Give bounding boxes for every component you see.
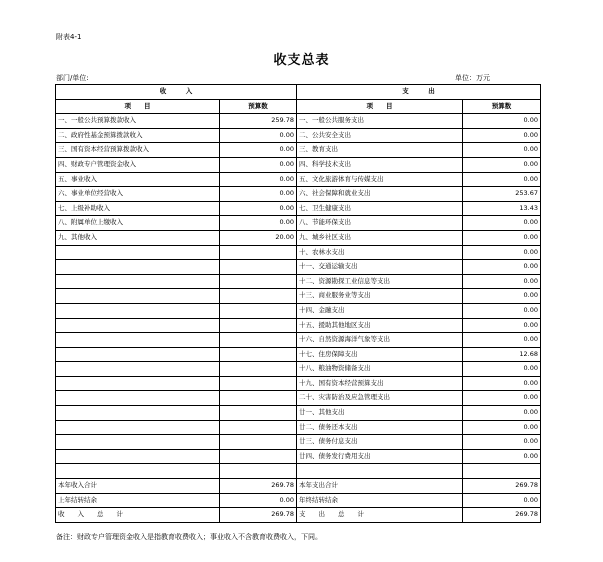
expense-item-cell: 十九、国有资本经营预算支出	[297, 376, 463, 391]
income-item-cell: 四、财政专户管理资金收入	[56, 157, 220, 172]
table-body	[56, 85, 541, 523]
expense-item-cell: 十八、粮油物资储备支出	[297, 362, 463, 377]
income-item-header: 项 目	[56, 99, 220, 114]
income-item-cell	[56, 376, 220, 391]
income-item-cell	[56, 289, 220, 304]
expense-item-header: 项 目	[297, 99, 463, 114]
expense-value-cell: 0.00	[463, 420, 541, 435]
carryover-label: 上年结转结余	[56, 493, 220, 508]
section-header-row	[56, 85, 541, 100]
expense-value-cell: 0.00	[463, 303, 541, 318]
expense-item-cell: 一、一般公共服务支出	[297, 114, 463, 129]
table-row	[56, 449, 541, 464]
expense-value-cell: 0.00	[463, 435, 541, 450]
expense-value-cell: 0.00	[463, 391, 541, 406]
expense-value-cell: 0.00	[463, 114, 541, 129]
income-value-cell	[220, 362, 297, 377]
table-row	[56, 347, 541, 362]
table-row	[56, 201, 541, 216]
income-value-cell: 0.00	[220, 128, 297, 143]
income-item-cell	[56, 318, 220, 333]
expense-value-cell	[463, 464, 541, 479]
expense-item-cell	[297, 464, 463, 479]
table-row	[56, 157, 541, 172]
expense-item-cell: 廿四、债务发行费用支出	[297, 449, 463, 464]
attachment-label: 附表4-1	[56, 33, 82, 41]
expense-item-cell: 三、教育支出	[297, 143, 463, 158]
expense-value-cell: 253.67	[463, 187, 541, 202]
expense-item-cell: 十四、金融支出	[297, 303, 463, 318]
income-item-cell: 八、附属单位上缴收入	[56, 216, 220, 231]
income-value-cell	[220, 406, 297, 421]
expense-item-cell: 十五、援助其他地区支出	[297, 318, 463, 333]
expense-item-cell: 十一、交通运输支出	[297, 260, 463, 275]
department-label: 部门/单位:	[56, 74, 89, 82]
table-row	[56, 172, 541, 187]
income-item-cell	[56, 435, 220, 450]
expense-value-cell: 0.00	[463, 260, 541, 275]
expense-item-cell: 十六、自然资源海洋气象等支出	[297, 333, 463, 348]
income-sum-label: 收 入 总 计	[56, 508, 220, 523]
expense-value-cell: 0.00	[463, 216, 541, 231]
expense-value-cell: 0.00	[463, 274, 541, 289]
income-value-cell	[220, 260, 297, 275]
page-title: 收支总表	[273, 53, 330, 68]
income-value-cell	[220, 347, 297, 362]
expense-value-cell: 0.00	[463, 449, 541, 464]
income-budget-header: 预算数	[220, 99, 297, 114]
income-value-cell	[220, 245, 297, 260]
table-row	[56, 303, 541, 318]
income-value-cell	[220, 464, 297, 479]
expense-value-cell: 0.00	[463, 157, 541, 172]
income-item-cell	[56, 333, 220, 348]
expense-value-cell: 0.00	[463, 172, 541, 187]
budget-summary-table	[55, 84, 541, 523]
expense-item-cell: 七、卫生健康支出	[297, 201, 463, 216]
income-item-cell: 九、其他收入	[56, 230, 220, 245]
table-row	[56, 187, 541, 202]
table-row	[56, 464, 541, 479]
unit-label: 单位：万元	[455, 74, 490, 82]
table-row	[56, 114, 541, 129]
income-item-cell: 六、事业单位经营收入	[56, 187, 220, 202]
table-row	[56, 435, 541, 450]
income-value-cell: 0.00	[220, 201, 297, 216]
table-row	[56, 406, 541, 421]
expense-item-cell: 九、城乡社区支出	[297, 230, 463, 245]
expense-value-cell: 0.00	[463, 333, 541, 348]
income-item-cell	[56, 347, 220, 362]
income-sum-value: 269.78	[220, 508, 297, 523]
income-value-cell: 0.00	[220, 216, 297, 231]
expense-value-cell: 0.00	[463, 230, 541, 245]
income-item-cell	[56, 406, 220, 421]
income-value-cell: 20.00	[220, 230, 297, 245]
expense-value-cell: 0.00	[463, 289, 541, 304]
expense-value-cell: 0.00	[463, 406, 541, 421]
expense-sum-label: 支 出 总 计	[297, 508, 463, 523]
expense-item-cell: 八、节能环保支出	[297, 216, 463, 231]
column-header-row	[56, 99, 541, 114]
expense-item-cell: 四、科学技术支出	[297, 157, 463, 172]
expense-item-cell: 二十、灾害防治及应急管理支出	[297, 391, 463, 406]
income-value-cell	[220, 333, 297, 348]
expense-item-cell: 廿二、债务还本支出	[297, 420, 463, 435]
income-item-cell	[56, 391, 220, 406]
table-row	[56, 230, 541, 245]
income-item-cell	[56, 274, 220, 289]
expense-total-value: 269.78	[463, 479, 541, 494]
expense-value-cell: 0.00	[463, 143, 541, 158]
table-row	[56, 318, 541, 333]
carryover-value: 0.00	[220, 493, 297, 508]
expense-item-cell: 十、农林水支出	[297, 245, 463, 260]
income-value-cell	[220, 303, 297, 318]
income-value-cell: 0.00	[220, 157, 297, 172]
income-value-cell	[220, 289, 297, 304]
income-item-cell	[56, 245, 220, 260]
expense-total-label: 本年支出合计	[297, 479, 463, 494]
total-row	[56, 493, 541, 508]
income-total-label: 本年收入合计	[56, 479, 220, 494]
table-row	[56, 143, 541, 158]
expense-item-cell: 十二、资源勘探工业信息等支出	[297, 274, 463, 289]
table-row	[56, 245, 541, 260]
income-value-cell	[220, 420, 297, 435]
total-row	[56, 508, 541, 523]
table-row	[56, 289, 541, 304]
income-item-cell: 二、政府性基金预算拨款收入	[56, 128, 220, 143]
expense-item-cell: 廿一、其他支出	[297, 406, 463, 421]
table-row	[56, 128, 541, 143]
income-item-cell	[56, 464, 220, 479]
income-item-cell: 五、事业收入	[56, 172, 220, 187]
income-value-cell	[220, 449, 297, 464]
expense-budget-header: 预算数	[463, 99, 541, 114]
income-item-cell: 七、上级补助收入	[56, 201, 220, 216]
table-row	[56, 216, 541, 231]
income-item-cell	[56, 362, 220, 377]
table-row	[56, 274, 541, 289]
expense-value-cell: 12.68	[463, 347, 541, 362]
table-row	[56, 391, 541, 406]
income-value-cell	[220, 376, 297, 391]
income-item-cell	[56, 303, 220, 318]
income-item-cell: 一、一般公共预算拨款收入	[56, 114, 220, 129]
expense-sum-value: 269.78	[463, 508, 541, 523]
year-end-label: 年终结转结余	[297, 493, 463, 508]
income-value-cell	[220, 318, 297, 333]
table-row	[56, 420, 541, 435]
income-value-cell: 259.78	[220, 114, 297, 129]
expense-item-cell: 六、社会保障和就业支出	[297, 187, 463, 202]
income-value-cell	[220, 274, 297, 289]
income-section-header: 收 入	[56, 85, 297, 100]
year-end-value: 0.00	[463, 493, 541, 508]
expense-section-header: 支 出	[297, 85, 541, 100]
expense-value-cell: 0.00	[463, 128, 541, 143]
income-item-cell	[56, 420, 220, 435]
income-value-cell: 0.00	[220, 172, 297, 187]
income-value-cell: 0.00	[220, 143, 297, 158]
income-value-cell	[220, 435, 297, 450]
total-row	[56, 479, 541, 494]
expense-item-cell: 五、文化旅游体育与传媒支出	[297, 172, 463, 187]
income-value-cell	[220, 391, 297, 406]
table-row	[56, 260, 541, 275]
table-row	[56, 376, 541, 391]
expense-value-cell: 0.00	[463, 362, 541, 377]
income-value-cell: 0.00	[220, 187, 297, 202]
expense-item-cell: 二、公共安全支出	[297, 128, 463, 143]
expense-item-cell: 十三、商业服务业等支出	[297, 289, 463, 304]
expense-item-cell: 十七、住房保障支出	[297, 347, 463, 362]
expense-value-cell: 13.43	[463, 201, 541, 216]
expense-value-cell: 0.00	[463, 318, 541, 333]
footnote: 备注：财政专户管理资金收入是指教育收费收入；事业收入不含教育收费收入，下同。	[56, 533, 322, 541]
income-total-value: 269.78	[220, 479, 297, 494]
expense-item-cell: 廿三、债务付息支出	[297, 435, 463, 450]
expense-value-cell: 0.00	[463, 376, 541, 391]
expense-value-cell: 0.00	[463, 245, 541, 260]
table-row	[56, 362, 541, 377]
income-item-cell: 三、国有资本经营预算拨款收入	[56, 143, 220, 158]
income-item-cell	[56, 449, 220, 464]
table-row	[56, 333, 541, 348]
income-item-cell	[56, 260, 220, 275]
